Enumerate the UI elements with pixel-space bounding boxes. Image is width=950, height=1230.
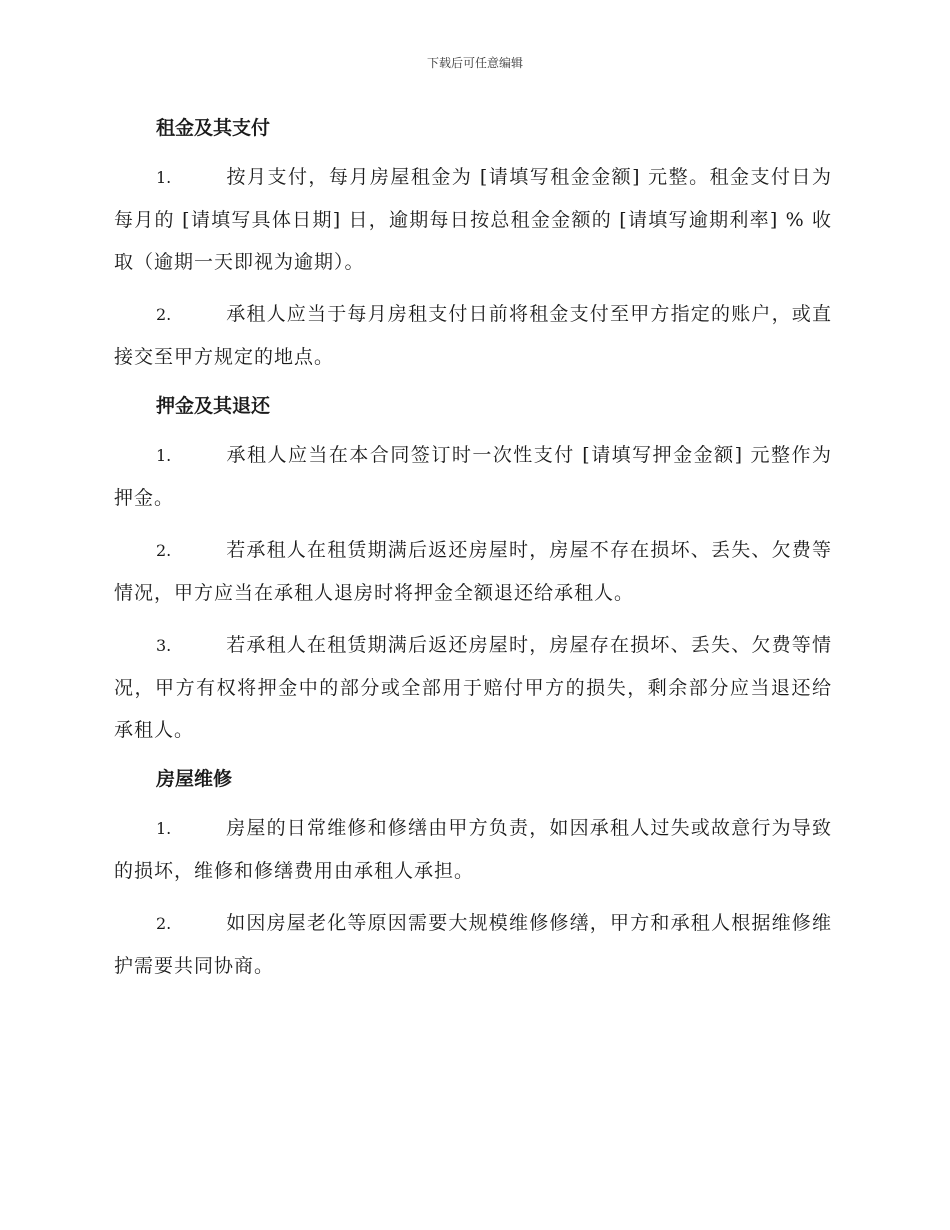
section-deposit bbox=[114, 388, 832, 751]
clause-number: 1. bbox=[156, 168, 172, 187]
clause-number: 2. bbox=[156, 541, 172, 560]
clause-text: 承租人应当在本合同签订时一次性支付 [请填写押金金额] 元整作为押金。 bbox=[114, 444, 832, 509]
clause-text: 如因房屋老化等原因需要大规模维修修缮，甲方和承租人根据维修维护需要共同协商。 bbox=[114, 912, 832, 977]
clause-number: 2. bbox=[156, 305, 172, 324]
clause-text: 承租人应当于每月房租支付日前将租金支付至甲方指定的账户，或直接交至甲方规定的地点。 bbox=[114, 303, 832, 368]
clause-number: 1. bbox=[156, 819, 172, 838]
clause bbox=[114, 293, 832, 378]
document-body bbox=[114, 110, 832, 997]
section-heading: 房屋维修 bbox=[156, 768, 233, 790]
clause-number: 2. bbox=[156, 914, 172, 933]
section-rent-payment bbox=[114, 110, 832, 378]
clause-text: 若承租人在租赁期满后返还房屋时，房屋存在损坏、丢失、欠费等情况，甲方有权将押金中的部分或全部用于赔付甲方的损失，剩余部分应当退还给承租人。 bbox=[114, 634, 832, 741]
clause-text: 房屋的日常维修和修缮由甲方负责，如因承租人过失或故意行为导致的损坏，维修和修缮费用由承租人承担。 bbox=[114, 817, 832, 882]
clause-text: 若承租人在租赁期满后返还房屋时，房屋不存在损坏、丢失、欠费等情况，甲方应当在承租人退房时将押金全额退还给承租人。 bbox=[114, 539, 832, 604]
clause bbox=[114, 434, 832, 519]
clause bbox=[114, 807, 832, 892]
page-header: 下载后可任意编辑 bbox=[426, 56, 523, 70]
clause bbox=[114, 902, 832, 987]
section-heading: 押金及其退还 bbox=[156, 395, 271, 417]
clause-text: 按月支付，每月房屋租金为 [请填写租金金额] 元整。租金支付日为每月的 [请填写具体日期] 日，逾期每日按总租金金额的 [请填写逾期利率] % 收取（逾期一天即视为逾期）。 bbox=[114, 166, 832, 273]
clause-number: 3. bbox=[156, 636, 172, 655]
clause bbox=[114, 156, 832, 283]
clause-number: 1. bbox=[156, 446, 172, 465]
section-heading: 租金及其支付 bbox=[156, 117, 271, 139]
section-repairs bbox=[114, 761, 832, 987]
clause bbox=[114, 529, 832, 614]
clause bbox=[114, 624, 832, 751]
